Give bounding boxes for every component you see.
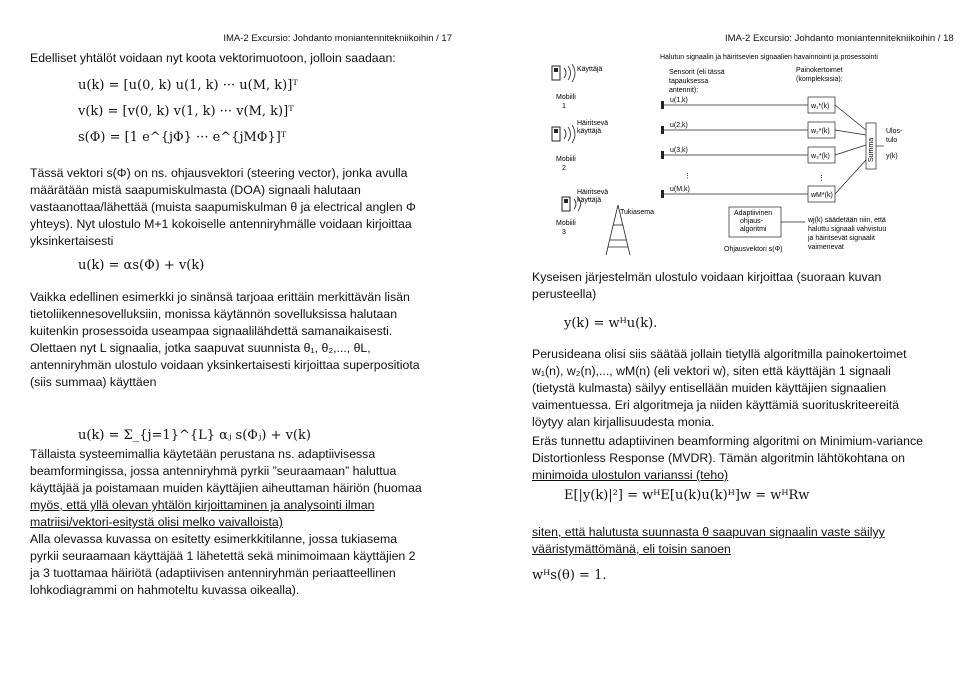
paragraph: Kyseisen järjestelmän ulostulo voidaan kirjoittaa (suoraan kuvan perusteella) xyxy=(532,270,882,301)
paragraph: Perusideana olisi siis säätää jollain tietyllä algoritmilla painokertoimet w₁(n), w₂(n),..., wM(n) (eli vektori w), siten että käyttäjän 1 signaali (tietystä kulmasta) säilyy entisellään muiden käyttäjien signaalien vaimentuessa. Eri algoritmeja ja niiden käyttämiä suorituskriteereitä löytyy alan kirjallisuudesta monia. xyxy=(532,347,907,429)
svg-text:algoritmi: algoritmi xyxy=(740,226,767,233)
svg-text:käyttäjä: käyttäjä xyxy=(577,197,602,204)
equation-simple-model: u(k) = αs(Φ) + v(k) xyxy=(78,258,205,273)
paragraph: Vaikka edellinen esimerkki jo sinänsä tarjoaa erittäin merkittävän lisän tietoliikennesovelluksiin, monissa käytännön sovelluksissa halutaan kuitenkin prosessoida useampaa signaalilähdettä samanaikaisesti. Olettaen nyt L signaalia, jotka saapuvat suunnista θ₁, θ₂,..., θL, antenniryhmän ulostulo voidaan yksinkertaisesti kirjoittaa superpositiota (siis summaa) käyttäen xyxy=(30,290,420,389)
paragraph: Tässä vektori s(Φ) on ns. ohjausvektori (steering vector), jonka avulla määrätään mistä saapumiskulmasta (DOA) signaali halutaan vastaanottaa/lähettää (muista saapumiskulman θ ja electrical anglen Φ yhteys). Nyt ulostulo M+1 kokoiselle antenniryhmälle voidaan kirjoittaa yksinkertaisesti xyxy=(30,166,416,248)
phone-icon xyxy=(552,127,560,141)
equation-u-vector: u(k) = [u(0, k) u(1, k) ··· u(M, k)]ᵀ xyxy=(78,78,298,93)
user-1-label: Käyttäjä xyxy=(577,66,603,73)
svg-text:Painokertoimet: Painokertoimet xyxy=(796,67,843,74)
svg-text:wM*(k): wM*(k) xyxy=(811,192,833,199)
svg-text:Mobiili: Mobiili xyxy=(556,156,576,163)
svg-text:käyttäjä: käyttäjä xyxy=(577,128,602,135)
equation-steering-vector: s(Φ) = [1 e^{jΦ} ··· e^{jMΦ}]ᵀ xyxy=(78,130,287,145)
phone-icon xyxy=(562,197,570,211)
paragraph: Eräs tunnettu adaptiivinen beamforming algoritmi on Minimium-variance Distortionless Response (MVDR). Tämän algoritmin lähtökohtana on minimoida ulostulon varianssi (teho) xyxy=(532,434,923,482)
mobile-1-label: Mobiili xyxy=(556,94,576,101)
svg-text:Sensorit (eli tässä: Sensorit (eli tässä xyxy=(669,69,725,76)
equation-variance: E[|y(k)|²] = wᴴE[u(k)u(k)ᴴ]w = wᴴRw xyxy=(564,488,810,503)
antenna-icon xyxy=(661,101,664,198)
svg-text:vaimenevat: vaimenevat xyxy=(808,244,844,251)
svg-text:u(3,k): u(3,k) xyxy=(670,147,688,154)
page-18 xyxy=(480,0,960,674)
svg-text:haluttu signaali vahvistuu: haluttu signaali vahvistuu xyxy=(808,226,887,233)
paragraph: Edelliset yhtälöt voidaan nyt koota vektorimuotoon, jolloin saadaan: xyxy=(30,51,396,65)
svg-text:u(1,k): u(1,k) xyxy=(670,97,688,104)
svg-text:u(2,k): u(2,k) xyxy=(670,122,688,129)
svg-text:w₁*(k): w₁*(k) xyxy=(811,103,830,110)
page-header: IMA-2 Excursio: Johdanto moniantennitekniikoihin / 17 xyxy=(223,33,452,44)
equation-superposition: u(k) = Σ_{j=1}^{L} αⱼ s(Φⱼ) + v(k) xyxy=(78,428,311,443)
svg-text:Häiritsevä: Häiritsevä xyxy=(577,189,609,196)
svg-text:w₂*(k): w₂*(k) xyxy=(811,128,830,135)
svg-text:tapauksessa: tapauksessa xyxy=(669,78,709,85)
svg-text:(kompleksisia):: (kompleksisia): xyxy=(796,76,843,83)
page-header: IMA-2 Excursio: Johdanto moniantennitekniikoihin / 18 xyxy=(725,33,954,44)
summer-label: Summa xyxy=(868,137,875,162)
svg-text:ja häiritsevät signaalit: ja häiritsevät signaalit xyxy=(808,235,875,242)
svg-text:2: 2 xyxy=(562,165,566,172)
phone-icon xyxy=(552,66,560,80)
svg-text:3: 3 xyxy=(562,229,566,236)
svg-text:Häiritsevä: Häiritsevä xyxy=(577,120,609,127)
svg-text:u(M,k): u(M,k) xyxy=(670,186,690,193)
svg-text:antennit):: antennit): xyxy=(669,87,699,94)
svg-text:⋮: ⋮ xyxy=(818,175,825,182)
svg-text:Ulos-: Ulos- xyxy=(886,128,903,135)
svg-text:tulo: tulo xyxy=(886,137,898,144)
beamforming-diagram xyxy=(480,0,960,270)
svg-text:Mobiili: Mobiili xyxy=(556,220,576,227)
svg-text:wj(k) säädetään niin, että: wj(k) säädetään niin, että xyxy=(808,217,886,224)
svg-text:⋮: ⋮ xyxy=(684,173,691,180)
paragraph: Tällaista systeemimallia käytetään perustana ns. adaptiivisessa beamformingissa, jossa antenniryhmä pyrkii ”seuraamaan” haluttua käyttäjää ja poistamaan muiden käyttäjien aiheuttaman häiriön (huomaa myös, että yllä olevan yhtälön kirjoittaminen ja analysointi ilman matriisi/vektori-esitystä olisi melko vaivalloista) xyxy=(30,447,422,529)
svg-text:1: 1 xyxy=(562,103,566,110)
paragraph: siten, että halutusta suunnasta θ saapuvan signaalin vaste säilyy vääristymättömänä, eli toisin sanoen xyxy=(532,525,885,556)
adaptive-algorithm-label: Adaptiivinen xyxy=(734,210,773,217)
equation-constraint: wᴴs(θ) = 1. xyxy=(532,568,607,583)
diagram-title: Halutun signaalin ja häiritsevien signaalien havainnointi ja prosessointi xyxy=(660,54,878,61)
svg-text:ohjaus-: ohjaus- xyxy=(740,218,763,225)
svg-text:y(k): y(k) xyxy=(886,153,898,160)
paragraph: Alla olevassa kuvassa on esitetty esimerkkitilanne, jossa tukiasema pyrkii seuraamaan käyttäjää 1 lähetettä sekä minimoimaan käyttäjien 2 ja 3 tuottamaa häiriötä (adaptiivisen antenniryhmän periaatteellinen lohkodiagrammi on hahmoteltu kuvassa oikealla). xyxy=(30,532,416,597)
steering-vector-label: Ohjausvektori s(Φ) xyxy=(724,246,783,253)
equation-output: y(k) = wᴴu(k). xyxy=(564,316,658,331)
base-station-label: Tukiasema xyxy=(620,209,654,216)
svg-text:w₃*(k): w₃*(k) xyxy=(811,153,830,160)
equation-v-vector: v(k) = [v(0, k) v(1, k) ··· v(M, k)]ᵀ xyxy=(78,104,294,119)
